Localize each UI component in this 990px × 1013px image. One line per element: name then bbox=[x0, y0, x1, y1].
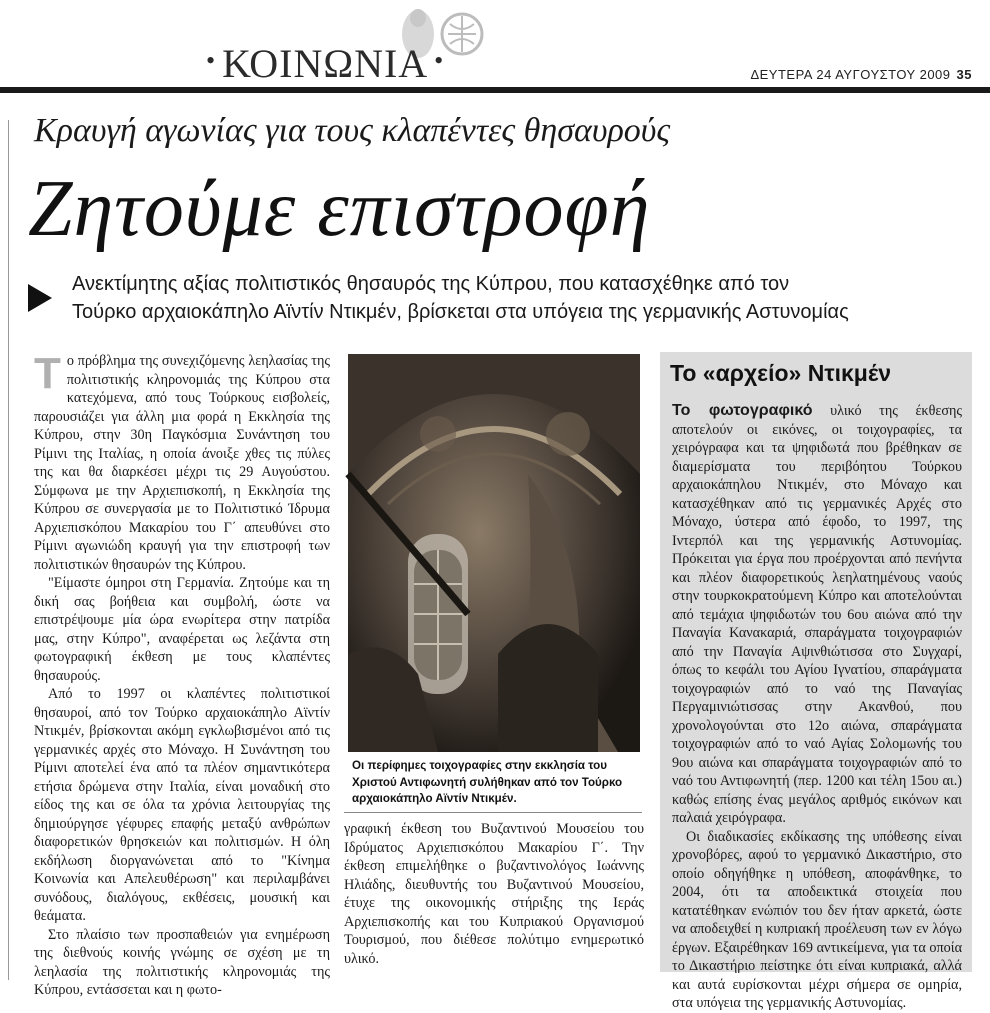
body-paragraph: Στο πλαίσιο των προσπαθειών για ενημέρωση της διεθνούς κοινής γνώμης σε σχέση με τη λεηλασία της πολιτιστικής κληρονομιάς της Κύπρου, εντάσσεται και η φωτο- bbox=[34, 926, 330, 998]
section-label: ΚΟΙΝΩΝΙΑ bbox=[222, 41, 429, 86]
article-photo bbox=[348, 354, 640, 752]
issue-date: ΔΕΥΤΕΡΑ 24 ΑΥΓΟΥΣΤΟΥ 2009 bbox=[750, 67, 951, 82]
article-deck bbox=[72, 270, 972, 326]
sidebar-body bbox=[672, 402, 962, 1013]
body-paragraph: ο πρόβλημα της συνεχιζόμενης λεηλασίας της πολιτιστικής κληρονομιάς της Κύπρου στα κατεχόμενα, από τους Τούρκους εισβολείς, παρουσιάζει για άλλη μια φορά η Εκκλησία της Κύπρου, στην 30η Παγκόσμια Συνάντηση του Ρίμινι της Ιταλίας, η οποία άνοιξε χθες τις πύλες της και θα διαρκέσει μέχρι τις 29 Αυγούστου. Σύμφωνα με την Αρχιεπισκοπή, η Εκκλησία της Κύπρου σε συνεργασία με το Πολιτιστικό Ίδρυμα Αρχιεπισκόπου Μακαρίου του Γ΄ απευθύνει στο Ρίμινι αγωνιώδη κραυγή για την επιστροφή των πολιτιστικών θησαυρών της Κύπρου. bbox=[34, 353, 330, 573]
masthead-rule bbox=[0, 87, 990, 93]
section-bullet: • bbox=[206, 46, 217, 75]
body-paragraph: γραφική έκθεση του Βυζαντινού Μουσείου του Ιδρύματος Αρχιεπισκόπου Μακαρίου Γ΄. Την έκθεση επιμελήθηκε ο βυζαντινολόγος Ιωάννης Ηλιάδης, διευθυντής του Βυζαντινού Μουσείου, έτυχε της οικονομικής στήριξης της Ιεράς Αρχιεπισκοπής και του Κυπριακού Οργανισμού Τουρισμού, που διέθεσε πολύτιμο ενημερωτικό υλικό. bbox=[344, 821, 644, 967]
deck-line: Ανεκτίμητης αξίας πολιτιστικός θησαυρός της Κύπρου, που κατασχέθηκε από τον bbox=[72, 273, 790, 295]
article-headline: Ζητούμε επιστροφή bbox=[28, 165, 651, 253]
body-column-1 bbox=[34, 349, 330, 1000]
body-paragraph: "Είμαστε όμηροι στη Γερμανία. Ζητούμε και τη δική σας βοήθεια και συμβολή, ώστε να επιστρέψουμε μία ώρα ενωρίτερα στην πατρίδα μας, στην Κύπρο", αναφέρεται ως λεζάντα στη φωτογραφική έκθεση με τους κλαπέντες θησαυρούς. bbox=[34, 575, 330, 684]
sidebar-title: Το «αρχείο» Ντικμέν bbox=[670, 360, 892, 386]
section-title bbox=[200, 40, 450, 87]
deck-line: Τούρκο αρχαιοκάπηλο Αϊντίν Ντικμέν, βρίσκεται στα υπόγεια της γερμανικής Αστυνομίας bbox=[72, 301, 849, 323]
body-paragraph: Από το 1997 οι κλαπέντες πολιτιστικοί θησαυροί, από τον Τούρκο αρχαιοκάπηλο Αϊντίν Ντικμέν, βρίσκονται ακόμη εγκλωβισμένοι από τις γερμανικές αρχές στο Μόναχο. Η Συνάντηση του Ρίμινι αποτελεί ένα από τα πλέον σημαντικότερα ετήσια δρώμενα στην Ιταλία, είναι μοναδική στο είδος της και σε όλα τα χρόνια λειτουργίας της δημιούργησε γέφυρες επαφής μεταξύ ανθρώπων διαφορετικών θρησκειών και πολιτισμών. Η όλη εκδήλωση διοργανώνεται από το "Κίνημα Κοινωνία και Απελευθέρωση" και περιλαμβάνει συνόδους, διαλόγους, εκθέσεις, μουσική και θεάματα. bbox=[34, 686, 330, 924]
edition-line bbox=[750, 67, 972, 82]
page-number: 35 bbox=[956, 67, 972, 82]
caption-rule bbox=[344, 812, 642, 813]
deck-arrow-icon bbox=[28, 284, 52, 312]
masthead bbox=[0, 0, 990, 96]
church-fresco-image bbox=[348, 354, 640, 752]
body-column-2 bbox=[344, 820, 644, 968]
sidebar-paragraph-text: υλικό της έκθεσης αποτελούν οι εικόνες, οι τοιχογραφίες, τα χειρόγραφα και τα ψηφιδωτά που βρέθηκαν σε διαμερίσματα του περιβόητου Τούρκου αρχαιοκάπηλου Ντικμέν, στο Μόναχο και κατασχέθηκαν από τις γερμανικές Αρχές στο Μόναχο, ύστερα από έφοδο, το 1997, της Ιντερπόλ και της γερμανικής Αστυνομίας. Πρόκειται για έργα που προέρχονται από πενήντα και πλέον διαφορετικούς λεηλατημένους ναούς στην τουρκοκρατούμενη Κύπρο και αποτελούνται από τεμάχια ψηφιδωτών του 6ου αιώνα από την Παναγία Κανακαριά, σπαράγματα τοιχογραφιών από την Παναγία Αψινθιώτισσα στο Συγχαρί, όπως το κεφάλι του Αγίου Ιγνατίου, σπαράγματα τοιχογραφιών από το ναό της Παναγίας Περγαμινιώτισσας στην Ακανθού, που χρονολογούνται στο 12ο αιώνα, σπαράγματα τοιχογραφιών από το ναό Αγίας Σολομωνής του 9ου αιώνα και σπαράγματα τοιχογραφιών από το ναό του Αντιφωνητή (περ. 1200 και τέλη 15ου αι.) καθώς επίσης ένας μεγάλος αριθμός εικόνων και παλαιά χειρόγραφα. bbox=[672, 403, 963, 826]
drop-cap: Τ bbox=[34, 349, 61, 398]
sidebar-paragraph: Οι διαδικασίες εκδίκασης της υπόθεσης είναι χρονοβόρες, αφού το γερμανικό Δικαστήριο, στο οποίο οδηγήθηκε η υπόθεση, αποφάνθηκε, το 2004, ότι τα αποδεικτικά στοιχεία που κατατέθηκαν ενώπιόν του δεν ήταν αρκετά, ώστε να αποδειχθεί η κυπριακή προέλευση των εν λόγω έργων. Εξαιρέθηκαν 169 αντικείμενα, για τα οποία το Δικαστήριο πείστηκε ότι είναι κυπριακά, αλλά και αυτά ευρίσκονται μέχρι σήμερα σε ομηρία, στα υπόγεια της γερμανικής Αστυνομίας. bbox=[672, 828, 962, 1011]
section-bullet: • bbox=[434, 46, 445, 75]
sidebar-paragraph bbox=[672, 402, 962, 828]
sidebar-lead: Το φωτογραφικό bbox=[672, 402, 813, 419]
photo-caption: Οι περίφημες τοιχογραφίες στην εκκλησία του Χριστού Αντιφωνητή συλήθηκαν από τον Τούρκο αρχαιοκάπηλο Αϊντίν Ντικμέν. bbox=[352, 759, 623, 805]
article-kicker: Κραυγή αγωνίας για τους κλαπέντες θησαυρούς bbox=[34, 112, 671, 149]
margin-rule bbox=[8, 120, 9, 980]
